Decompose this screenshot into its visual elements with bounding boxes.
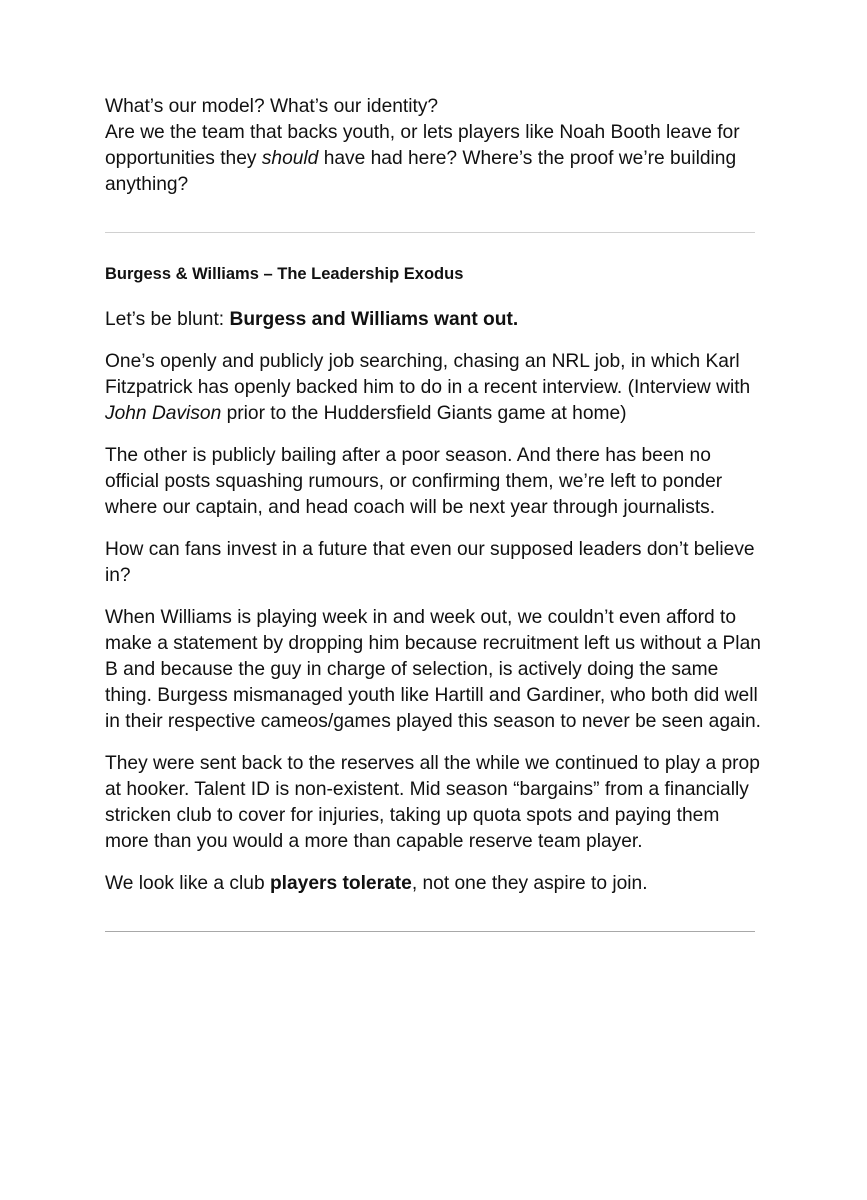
paragraph-7-text: We look like a club xyxy=(105,873,270,894)
paragraph-5: When Williams is playing week in and week out, we couldn’t even afford to make a statement by dropping him because recruitment left us without a Plan B and because the guy in charge of selection, is actively doing the same thing. Burgess mismanaged youth like Hartill and Gardiner, who both did well in their respective cameos/games played this season to never be seen again. xyxy=(105,607,761,732)
paragraph-2-end: prior to the Huddersfield Giants game at home) xyxy=(221,403,627,424)
paragraph-7 xyxy=(105,871,767,897)
paragraph-1-bold: Burgess and Williams want out. xyxy=(229,309,519,330)
intro-line-2 xyxy=(105,120,767,198)
paragraph-7-bold: players tolerate xyxy=(269,873,412,894)
paragraph-4: How can fans invest in a future that even our supposed leaders don’t believe in? xyxy=(105,539,755,586)
paragraph-1-text: Let’s be blunt: xyxy=(105,309,230,330)
paragraph-1 xyxy=(105,307,767,333)
paragraph-7-end: , not one they aspire to join. xyxy=(411,873,648,894)
intro-emphasis: should xyxy=(261,148,319,169)
section-heading: Burgess & Williams – The Leadership Exodus xyxy=(105,265,464,283)
paragraph-2-emphasis: John Davison xyxy=(105,403,222,424)
paragraph-2 xyxy=(105,349,767,427)
paragraph-6: They were sent back to the reserves all the while we continued to play a prop at hooker. Talent ID is non-existent. Mid season “bargains” from a financially stricken club to cover for injuries, taking up quota spots and paying them more than you would a more than capable reserve team player. xyxy=(105,753,760,852)
section-divider-top xyxy=(105,232,755,233)
intro-line-1 xyxy=(105,94,767,120)
paragraph-2-text: One’s openly and publicly job searching, chasing an NRL job, in which Karl Fitzpatrick has openly backed him to do in a recent interview. (Interview with xyxy=(105,351,751,398)
section-divider-bottom xyxy=(105,931,755,932)
paragraph-3: The other is publicly bailing after a poor season. And there has been no official posts squashing rumours, or confirming them, we’re left to ponder where our captain, and head coach will be next year through journalists. xyxy=(105,445,723,518)
intro-line-2-text: Are we the team that backs youth, or lets players like Noah Booth leave for opportunities they xyxy=(105,122,740,169)
intro-line-1-text: What’s our model? What’s our identity? xyxy=(105,96,439,117)
intro-line-2-end: have had here? Where’s the proof we’re building anything? xyxy=(105,148,737,195)
